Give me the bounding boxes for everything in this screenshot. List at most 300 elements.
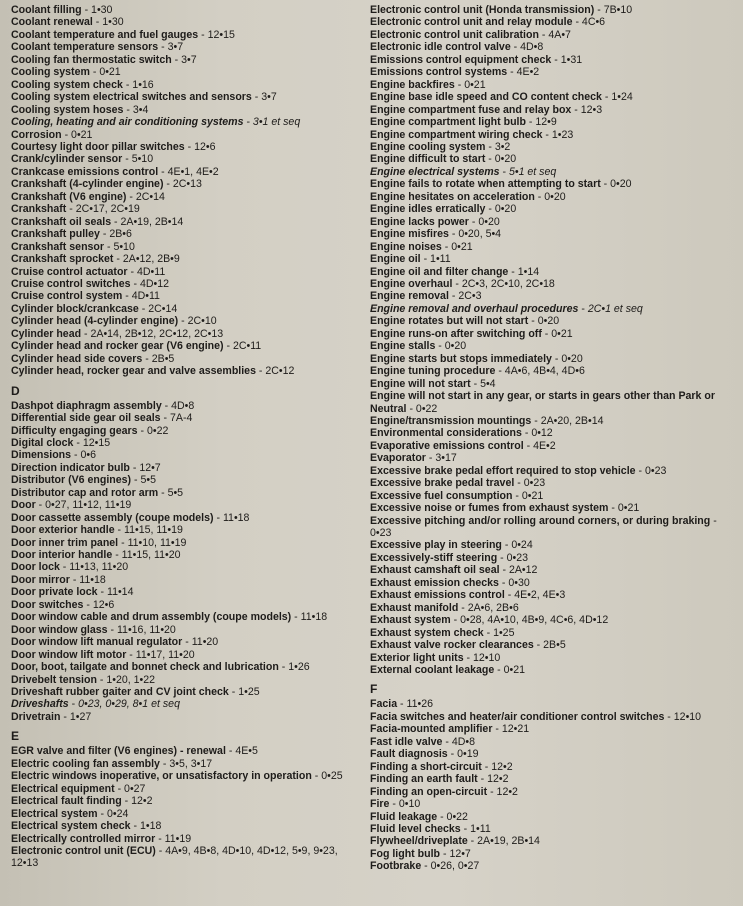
index-entry: Finding a short-circuit - 12•2 — [370, 760, 513, 773]
index-term: Facia — [370, 698, 398, 711]
index-term: Engine misfires — [370, 228, 449, 241]
page-reference: 0•24 — [511, 539, 533, 552]
index-term: Distributor (V6 engines) — [11, 474, 132, 487]
section-letter: F — [370, 682, 378, 697]
index-term: Coolant filling — [11, 4, 82, 16]
index-term: Finding an open-circuit — [370, 785, 488, 798]
index-term: Engine starts but stops immediately — [370, 352, 552, 365]
index-term: Digital clock — [11, 436, 74, 449]
index-term: Electronic idle control valve — [370, 41, 511, 54]
index-entry: External coolant leakage - 0•21 — [370, 664, 526, 677]
index-term: Engine base idle speed and CO content check — [370, 91, 602, 104]
page-reference: 12•7 — [449, 847, 471, 860]
index-entry: Fluid leakage - 0•22 — [370, 810, 468, 823]
index-term: Drivebelt tension — [11, 673, 97, 686]
page-reference: 3•7 — [167, 41, 184, 54]
page-reference: 3•4 — [132, 103, 149, 116]
index-entry: Electronic control unit (ECU) - 4A•9, 4B•8, 4D•10, 4D•12, 5•9, 9•23, 12•13 — [11, 845, 338, 870]
index-entry: Electronic control unit (Honda transmission) - 7B•10 — [370, 4, 633, 16]
index-term: Engine difficult to start — [370, 153, 486, 166]
index-term: Cylinder block/crankcase — [11, 302, 139, 315]
index-entry: Engine overhaul - 2C•3, 2C•10, 2C•18 — [370, 277, 555, 290]
index-entry: Crankshaft (4-cylinder engine) - 2C•13 — [11, 178, 202, 191]
page-reference: 0•20 — [610, 178, 632, 191]
page-reference: 2C•11 — [232, 340, 262, 353]
page-reference: 0•22 — [415, 402, 438, 415]
page-reference: 11•18 — [300, 611, 328, 624]
index-entry: Driveshafts - 0•23, 0•29, 8•1 et seq — [11, 698, 180, 711]
index-term: Fluid leakage — [370, 810, 438, 823]
page-reference: 4E•2 — [533, 439, 556, 452]
index-term: Electrical system check — [11, 820, 131, 833]
index-entry: Electrical system check - 1•18 — [11, 820, 162, 833]
page-reference: 0•20 — [544, 190, 566, 203]
index-entry: Cooling system - 0•21 — [11, 66, 121, 79]
index-term: Engine tuning procedure — [370, 365, 496, 378]
index-entry: Excessive pitching and/or rolling around corners, or during braking - 0•23 — [370, 514, 717, 540]
index-term: Crankcase emissions control — [11, 165, 159, 178]
page-reference: 11•18 — [79, 573, 106, 586]
index-term: Engine/transmission mountings — [370, 414, 532, 427]
index-entry: Engine misfires - 0•20, 5•4 — [370, 228, 502, 241]
index-term: Facia switches and heater/air conditioner control switches — [370, 710, 665, 723]
page-reference: 2A•6, 2B•6 — [467, 601, 519, 614]
index-term: Emissions control equipment check — [370, 53, 552, 66]
index-term: Engine overhaul — [370, 277, 453, 290]
index-term: Engine stalls — [370, 340, 436, 353]
index-term: Engine lacks power — [370, 215, 469, 228]
page-reference: 7B•10 — [603, 4, 633, 16]
index-entry: Crank/cylinder sensor - 5•10 — [11, 153, 154, 166]
index-entry: Cooling fan thermostatic switch - 3•7 — [11, 53, 197, 66]
index-entry: Electric windows inoperative, or unsatisfactory in operation - 0•25 — [11, 770, 343, 783]
index-entry: Facia-mounted amplifier - 12•21 — [370, 723, 530, 736]
page-reference: 0•20 — [494, 153, 517, 166]
index-term: Door window lift manual regulator — [11, 636, 183, 649]
index-term: Exhaust emission checks — [370, 576, 499, 589]
index-term: Excessive pitching and/or rolling around corners, or during braking — [370, 514, 711, 527]
page-reference: 4E•2 — [516, 66, 540, 79]
index-entry: Engine difficult to start - 0•20 — [370, 153, 517, 166]
index-entry: Electronic control unit and relay module - 4C•6 — [370, 16, 606, 29]
page-reference: 0•21 — [551, 327, 573, 340]
index-entry: Engine/transmission mountings - 2A•20, 2B•14 — [370, 414, 604, 427]
index-term: Crankshaft sensor — [11, 240, 105, 253]
index-term: Electrical fault finding — [11, 795, 122, 808]
index-term: Door mirror — [11, 573, 70, 586]
section-letter: E — [11, 729, 20, 744]
page-reference: 12•3 — [580, 103, 603, 116]
index-term: Direction indicator bulb — [11, 461, 130, 474]
index-entry: Cruise control actuator - 4D•11 — [11, 265, 166, 278]
index-term: Fault diagnosis — [370, 748, 448, 761]
index-entry: Environmental considerations - 0•12 — [370, 427, 553, 440]
index-term: Cylinder head and rocker gear (V6 engine) — [11, 340, 224, 353]
page-reference: 1•30 — [102, 16, 124, 29]
page-reference: 12•2 — [496, 785, 518, 798]
page-reference: 5•1 et seq — [508, 165, 557, 178]
page-reference: 12•2 — [131, 795, 153, 808]
page-reference: 12•7 — [139, 461, 161, 474]
index-entry: Fluid level checks - 1•11 — [370, 823, 491, 835]
page-reference: 4A•6, 4B•4, 4D•6 — [504, 365, 585, 378]
index-term: Engine electrical systems — [370, 165, 500, 178]
index-entry: Fast idle valve - 4D•8 — [370, 735, 476, 748]
page-reference: 1•16 — [132, 78, 154, 91]
index-term: Engine removal — [370, 290, 449, 303]
index-entry: Coolant temperature sensors - 3•7 — [11, 41, 184, 54]
index-entry: Cooling system check - 1•16 — [11, 78, 154, 91]
index-term: Engine will not start in any gear, or starts in gears other than Park or Neutral — [370, 390, 715, 415]
index-column-right — [370, 4, 735, 873]
page-reference: 0•21 — [503, 664, 526, 677]
index-entry: Engine will not start in any gear, or starts in gears other than Park or Neutral - 0•22 — [370, 390, 715, 415]
index-entry: Door window lift manual regulator - 11•20 — [11, 636, 219, 649]
page-reference: 12•21 — [501, 723, 530, 736]
index-entry: Cylinder block/crankcase - 2C•14 — [11, 302, 178, 315]
index-term: Engine oil and filter change — [370, 265, 509, 278]
index-entry: Excessive brake pedal effort required to stop vehicle - 0•23 — [370, 464, 667, 477]
index-entry: Engine fails to rotate when attempting to start - 0•20 — [370, 178, 632, 191]
index-term: Finding an earth fault — [370, 773, 478, 786]
page-reference: 1•14 — [517, 265, 540, 278]
index-term: Cooling system hoses — [11, 103, 124, 116]
page-reference: 1•27 — [69, 710, 92, 723]
page-reference: 0•20 — [494, 203, 517, 216]
index-term: Door window cable and drum assembly (coupe models) — [11, 611, 292, 624]
index-term: Door switches — [11, 598, 84, 611]
index-entry: Electrical equipment - 0•27 — [11, 782, 146, 795]
index-term: Exhaust emissions control — [370, 589, 505, 602]
index-entry: Engine noises - 0•21 — [370, 240, 473, 253]
page-reference: 11•16, 11•20 — [116, 623, 176, 636]
index-term: Cooling system — [11, 66, 90, 79]
page-reference: 2A•20, 2B•14 — [540, 414, 604, 427]
index-entry: Door, boot, tailgate and bonnet check and lubrication - 1•26 — [11, 661, 310, 674]
index-entry: Cylinder head side covers - 2B•5 — [11, 352, 175, 365]
index-term: Excessive play in steering — [370, 539, 502, 552]
page-reference: 5•5 — [140, 474, 156, 487]
index-term: Door exterior handle — [11, 524, 115, 537]
index-term: Cruise control switches — [11, 277, 131, 290]
page-reference: 0•20 — [537, 315, 560, 328]
index-entry: Door private lock - 11•14 — [11, 586, 134, 599]
index-term: Fluid level checks — [370, 823, 461, 835]
index-entry: Engine removal - 2C•3 — [370, 290, 482, 303]
index-entry: Excessively-stiff steering - 0•23 — [370, 551, 528, 564]
index-entry: Door window lift motor - 11•17, 11•20 — [11, 648, 195, 661]
index-term: Engine hesitates on acceleration — [370, 190, 535, 203]
index-term: Door — [11, 499, 36, 512]
index-entry: Cruise control switches - 4D•12 — [11, 277, 169, 290]
index-term: Electronic control unit (Honda transmission) — [370, 4, 595, 16]
page-reference: 12•9 — [535, 116, 557, 129]
index-term: Driveshafts — [11, 698, 69, 711]
index-term: Coolant renewal — [11, 16, 93, 29]
index-entry: Drivetrain - 1•27 — [11, 710, 92, 723]
index-term: Excessive brake pedal effort required to stop vehicle — [370, 464, 636, 477]
index-term: Excessively-stiff steering — [370, 551, 498, 564]
index-entry: Footbrake - 0•26, 0•27 — [370, 860, 480, 873]
index-entry: Engine will not start - 5•4 — [370, 377, 496, 390]
index-term: Electrical system — [11, 807, 98, 820]
index-entry: Engine compartment light bulb - 12•9 — [370, 116, 557, 129]
page-reference: 11•26 — [406, 698, 434, 711]
index-term: Crankshaft — [11, 203, 67, 216]
index-entry: Engine removal and overhaul procedures - 2C•1 et seq — [370, 302, 643, 315]
index-term: Door window glass — [11, 623, 108, 636]
index-entry: Flywheel/driveplate - 2A•19, 2B•14 — [370, 835, 540, 848]
index-entry: Engine idles erratically - 0•20 — [370, 203, 517, 216]
page-reference: 0•23 — [506, 551, 528, 564]
page-reference: 3•7 — [181, 53, 197, 66]
index-term: Door cassette assembly (coupe models) — [11, 511, 214, 524]
index-entry: Exhaust valve rocker clearances - 2B•5 — [370, 639, 566, 652]
index-term: Fire — [370, 798, 390, 811]
page-reference: 4D•8 — [171, 399, 195, 412]
index-entry: EGR valve and filter (V6 engines) - renewal - 4E•5 — [11, 745, 258, 758]
index-entry: Door window glass - 11•16, 11•20 — [11, 623, 176, 636]
page-reference: 4D•12 — [139, 277, 169, 290]
page-reference: 12•10 — [673, 710, 702, 723]
page-reference: 2B•5 — [151, 352, 175, 365]
index-entry: Crankshaft oil seals - 2A•19, 2B•14 — [11, 215, 184, 228]
index-entry: Exhaust emissions control - 4E•2, 4E•3 — [370, 589, 566, 602]
index-term: Engine removal and overhaul procedures — [370, 302, 579, 315]
page-reference: 3•7 — [261, 91, 277, 104]
page-reference: 0•20 — [444, 340, 467, 353]
page-reference: 2C•3, 2C•10, 2C•18 — [461, 277, 555, 290]
index-term: Differential side gear oil seals — [11, 412, 161, 425]
page-reference: 12•6 — [194, 140, 216, 153]
page-reference: 2C•14 — [148, 302, 178, 315]
page-reference: 0•30 — [508, 576, 530, 589]
index-entry: Electrical fault finding - 12•2 — [11, 795, 153, 808]
page-reference: 4E•2, 4E•3 — [514, 589, 566, 602]
index-term: Crankshaft sprocket — [11, 253, 114, 266]
index-entry: Distributor cap and rotor arm - 5•5 — [11, 486, 184, 499]
index-entry: Door interior handle - 11•15, 11•20 — [11, 549, 181, 562]
index-entry: Door exterior handle - 11•15, 11•19 — [11, 524, 183, 537]
index-term: Facia-mounted amplifier — [370, 723, 493, 736]
page-reference: 2A•19, 2B•14 — [477, 835, 540, 848]
index-column-left — [11, 4, 366, 870]
page-reference: 1•31 — [560, 53, 583, 66]
index-term: Cylinder head — [11, 327, 82, 340]
index-entry: Engine runs-on after switching off - 0•21 — [370, 327, 573, 340]
page-reference: 0•28, 4A•10, 4B•9, 4C•6, 4D•12 — [460, 614, 609, 627]
index-term: Door private lock — [11, 586, 98, 599]
page-reference: 12•15 — [207, 28, 235, 41]
index-entry: Crankshaft (V6 engine) - 2C•14 — [11, 190, 165, 203]
index-entry: Excessive brake pedal travel - 0•23 — [370, 477, 546, 490]
index-entry: Engine compartment wiring check - 1•23 — [370, 128, 574, 141]
index-term: Electric cooling fan assembly — [11, 757, 160, 770]
index-term: Distributor cap and rotor arm — [11, 486, 159, 499]
index-entry: Engine oil and filter change - 1•14 — [370, 265, 540, 278]
page-reference: 5•10 — [131, 153, 154, 166]
page-reference: 1•11 — [430, 253, 451, 266]
page-reference: 3•17 — [435, 452, 457, 465]
index-entry: Excessive fuel consumption - 0•21 — [370, 489, 544, 502]
page-reference: 0•23 — [523, 477, 546, 490]
page-reference: 0•21 — [464, 78, 486, 91]
page-reference: 5•10 — [113, 240, 135, 253]
page-reference: 12•2 — [487, 773, 509, 786]
index-entry: Cylinder head, rocker gear and valve assemblies - 2C•12 — [11, 365, 295, 378]
index-term: Cylinder head side covers — [11, 352, 143, 365]
page-reference: 0•23, 0•29, 8•1 et seq — [78, 698, 180, 711]
page-reference: 2C•12 — [265, 365, 295, 378]
index-term: Coolant temperature sensors — [11, 41, 159, 54]
index-entry: Driveshaft rubber gaiter and CV joint check - 1•25 — [11, 686, 260, 699]
index-entry: Exhaust emission checks - 0•30 — [370, 576, 530, 589]
index-entry: Exterior light units - 12•10 — [370, 651, 501, 664]
page-reference: 2B•6 — [109, 228, 132, 241]
index-term: Excessive fuel consumption — [370, 489, 513, 502]
page-reference: 7A-4 — [169, 412, 193, 425]
index-term: Footbrake — [370, 860, 422, 873]
index-term: Engine runs-on after switching off — [370, 327, 542, 340]
page-reference: 11•14 — [106, 586, 134, 599]
index-term: Crankshaft (4-cylinder engine) — [11, 178, 164, 191]
index-term: Dashpot diaphragm assembly — [11, 399, 162, 412]
index-term: Crank/cylinder sensor — [11, 153, 123, 166]
page-reference: 0•22 — [146, 424, 169, 437]
index-entry: Engine electrical systems - 5•1 et seq — [370, 165, 557, 178]
index-entry: Cruise control system - 4D•11 — [11, 290, 160, 303]
index-term: Excessive brake pedal travel — [370, 477, 515, 490]
page-reference: 0•20 — [478, 215, 500, 228]
index-term: Finding a short-circuit — [370, 760, 482, 773]
page-reference: 11•15, 11•19 — [124, 524, 183, 537]
index-term: Exhaust camshaft oil seal — [370, 564, 500, 577]
page-reference: 0•23 — [370, 527, 392, 540]
index-entry: Coolant filling - 1•30 — [11, 4, 113, 16]
index-entry: Fog light bulb - 12•7 — [370, 847, 471, 860]
index-entry: Fault diagnosis - 0•19 — [370, 748, 479, 761]
page-reference: 2C•3 — [458, 290, 482, 303]
index-entry: Dimensions - 0•6 — [11, 449, 96, 462]
index-term: Electrically controlled mirror — [11, 832, 156, 845]
index-term: Cooling fan thermostatic switch — [11, 53, 172, 66]
index-term: Engine oil — [370, 253, 421, 266]
index-term: Exhaust system check — [370, 626, 484, 639]
index-entry: Courtesy light door pillar switches - 12•6 — [11, 140, 216, 153]
index-entry: Electric cooling fan assembly - 3•5, 3•17 — [11, 757, 213, 770]
index-term: Crankshaft oil seals — [11, 215, 112, 228]
index-entry: Corrosion - 0•21 — [11, 128, 93, 141]
index-entry: Emissions control systems - 4E•2 — [370, 66, 540, 79]
index-term: Engine fails to rotate when attempting to start — [370, 178, 601, 191]
page-reference: 0•21 — [521, 489, 544, 502]
index-term: Evaporative emissions control — [370, 439, 524, 452]
page-reference: 3•5, 3•17 — [169, 757, 213, 770]
index-term: Cooling, heating and air conditioning systems — [11, 116, 244, 129]
page-reference: 2C•1 et seq — [587, 302, 643, 315]
page-reference: 0•20, 5•4 — [458, 228, 502, 241]
index-entry: Finding an open-circuit - 12•2 — [370, 785, 518, 798]
index-term: Fast idle valve — [370, 735, 443, 748]
index-entry: Exhaust system check - 1•25 — [370, 626, 515, 639]
index-entry: Fire - 0•10 — [370, 798, 421, 811]
index-entry: Engine cooling system - 3•2 — [370, 140, 511, 153]
index-term: Exhaust valve rocker clearances — [370, 639, 534, 652]
page-reference: 0•25 — [321, 770, 343, 783]
page-reference: 2C•10 — [187, 315, 217, 328]
index-term: Exhaust system — [370, 614, 451, 627]
index-entry: Excessive play in steering - 0•24 — [370, 539, 533, 552]
index-entry: Excessive noise or fumes from exhaust system - 0•21 — [370, 502, 640, 515]
index-term: Emissions control systems — [370, 66, 508, 79]
page-reference: 11•19 — [164, 832, 192, 845]
index-entry: Cylinder head (4-cylinder engine) - 2C•10 — [11, 315, 217, 328]
page-reference: 0•24 — [107, 807, 129, 820]
index-term: Corrosion — [11, 128, 62, 141]
index-term: Cylinder head (4-cylinder engine) — [11, 315, 179, 328]
index-term: Environmental considerations — [370, 427, 522, 440]
page-reference: 2B•5 — [543, 639, 566, 652]
page-reference: 4A•7 — [548, 28, 571, 41]
index-entry: Differential side gear oil seals - 7A-4 — [11, 412, 193, 425]
index-term: Crankshaft pulley — [11, 228, 100, 241]
index-entry: Engine stalls - 0•20 — [370, 340, 467, 353]
page-reference: 1•23 — [551, 128, 574, 141]
index-entry: Dashpot diaphragm assembly - 4D•8 — [11, 399, 195, 412]
page-reference: 0•6 — [80, 449, 96, 462]
index-term: Engine compartment fuse and relay box — [370, 103, 572, 116]
index-term: Crankshaft (V6 engine) — [11, 190, 127, 203]
page-reference: 0•23 — [644, 464, 667, 477]
page-reference: 0•26, 0•27 — [430, 860, 480, 873]
page-reference: 11•18 — [222, 511, 250, 524]
page-reference: 0•27, 11•12, 11•19 — [45, 499, 132, 512]
index-entry: Engine oil - 1•11 — [370, 253, 451, 266]
index-entry: Distributor (V6 engines) - 5•5 — [11, 474, 156, 487]
index-entry: Cylinder head and rocker gear (V6 engine) - 2C•11 — [11, 340, 262, 353]
index-entry: Engine tuning procedure - 4A•6, 4B•4, 4D•6 — [370, 365, 585, 378]
page-reference: 4C•6 — [581, 16, 606, 29]
index-entry: Engine rotates but will not start - 0•20 — [370, 315, 560, 328]
index-entry: Exhaust manifold - 2A•6, 2B•6 — [370, 601, 519, 614]
index-entry: Crankshaft pulley - 2B•6 — [11, 228, 132, 241]
index-entry: Door inner trim panel - 11•10, 11•19 — [11, 536, 187, 549]
index-entry: Facia switches and heater/air conditioner control switches - 12•10 — [370, 710, 702, 723]
index-entry: Electronic control unit calibration - 4A•7 — [370, 28, 571, 41]
index-term: Electronic control unit calibration — [370, 28, 539, 41]
index-entry: Exhaust system - 0•28, 4A•10, 4B•9, 4C•6, 4D•12 — [370, 614, 609, 627]
page-reference: 12•15 — [82, 436, 111, 449]
index-term: Drivetrain — [11, 710, 61, 723]
index-entry: Electrical system - 0•24 — [11, 807, 129, 820]
index-term: Dimensions — [11, 449, 72, 462]
page-reference: 1•24 — [611, 91, 633, 104]
index-term: Driveshaft rubber gaiter and CV joint check — [11, 686, 229, 699]
page-reference: 11•13, 11•20 — [69, 561, 129, 574]
index-entry: Cylinder head - 2A•14, 2B•12, 2C•12, 2C•13 — [11, 327, 224, 340]
index-term: Engine noises — [370, 240, 442, 253]
page-reference: 11•17, 11•20 — [135, 648, 195, 661]
index-entry: Crankshaft sensor - 5•10 — [11, 240, 135, 253]
index-entry: Door cassette assembly (coupe models) - 11•18 — [11, 511, 250, 524]
index-entry: Door window cable and drum assembly (coupe models) - 11•18 — [11, 611, 328, 624]
index-entry: Door - 0•27, 11•12, 11•19 — [11, 499, 132, 512]
index-term: Engine idles erratically — [370, 203, 486, 216]
index-term: EGR valve and filter (V6 engines) - renewal — [11, 745, 226, 758]
index-term: Cruise control actuator — [11, 265, 128, 278]
page-reference: 12•2 — [491, 760, 513, 773]
page-reference: 2C•14 — [135, 190, 165, 203]
